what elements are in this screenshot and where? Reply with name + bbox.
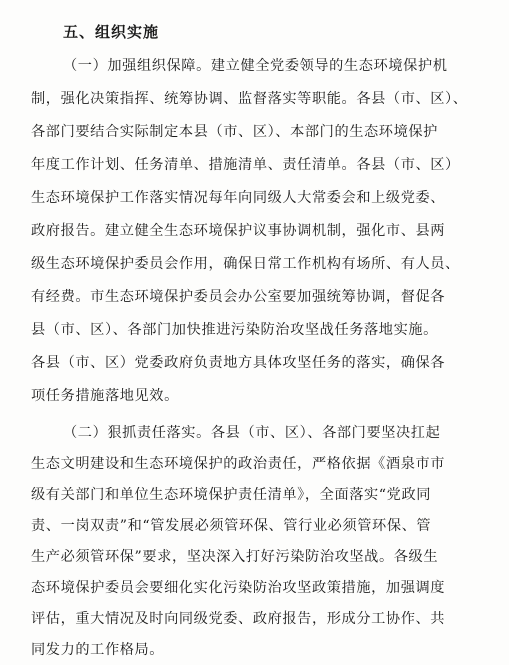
section-heading: 五、组织实施 (63, 23, 160, 41)
paragraph-line: 政府报告。建立健全生态环境保护议事协调机制，强化市、县两 (31, 223, 446, 239)
paragraph-line: 各县（市、区）党委政府负责地方具体攻坚任务的落实，确保各 (31, 355, 446, 371)
paragraph-line: 年度工作计划、任务清单、措施清单、责任清单。各县（市、区） (31, 157, 460, 173)
paragraph-line: 评估，重大情况及时向同级党委、政府报告，形成分工协作、共 (31, 611, 446, 627)
paragraph-line: 责、一岗双责”和“管发展必须管环保、管行业必须管环保、管 (31, 518, 432, 534)
paragraph-line: （一）加强组织保障。建立健全党委领导的生态环境保护机 (63, 58, 448, 74)
paragraph-line: 级有关部门和单位生态环境保护责任清单》，全面落实“党政同 (31, 487, 432, 503)
paragraph-line: （二）狠抓责任落实。各县（市、区）、各部门要坚决扛起 (63, 425, 441, 441)
paragraph-line: 生态环境保护工作落实情况每年向同级人大常委会和上级党委、 (31, 190, 446, 206)
paragraph-line: 态环境保护委员会要细化实化污染防治攻坚政策措施，加强调度 (31, 580, 446, 596)
paragraph-line: 各部门要结合实际制定本县（市、区）、本部门的生态环境保护 (31, 124, 438, 140)
paragraph-line: 生态文明建设和生态环境保护的政治责任，严格依据《酒泉市市 (31, 456, 446, 472)
paragraph-line: 县（市、区）、各部门加快推进污染防治攻坚战任务落地实施。 (31, 322, 438, 338)
paragraph-line: 制，强化决策指挥、统筹协调、监督落实等职能。各县（市、区）、 (31, 91, 468, 107)
paragraph-line: 同发力的工作格局。 (31, 642, 165, 658)
paragraph-line: 级生态环境保护委员会作用，确保日常工作机构有场所、有人员、 (31, 256, 460, 272)
paragraph-line: 项任务措施落地见效。 (31, 388, 179, 404)
paragraph-line: 有经费。市生态环境保护委员会办公室要加强统筹协调，督促各 (31, 289, 446, 305)
paragraph-line: 生产必须管环保”要求，坚决深入打好污染防治攻坚战。各级生 (31, 549, 439, 565)
